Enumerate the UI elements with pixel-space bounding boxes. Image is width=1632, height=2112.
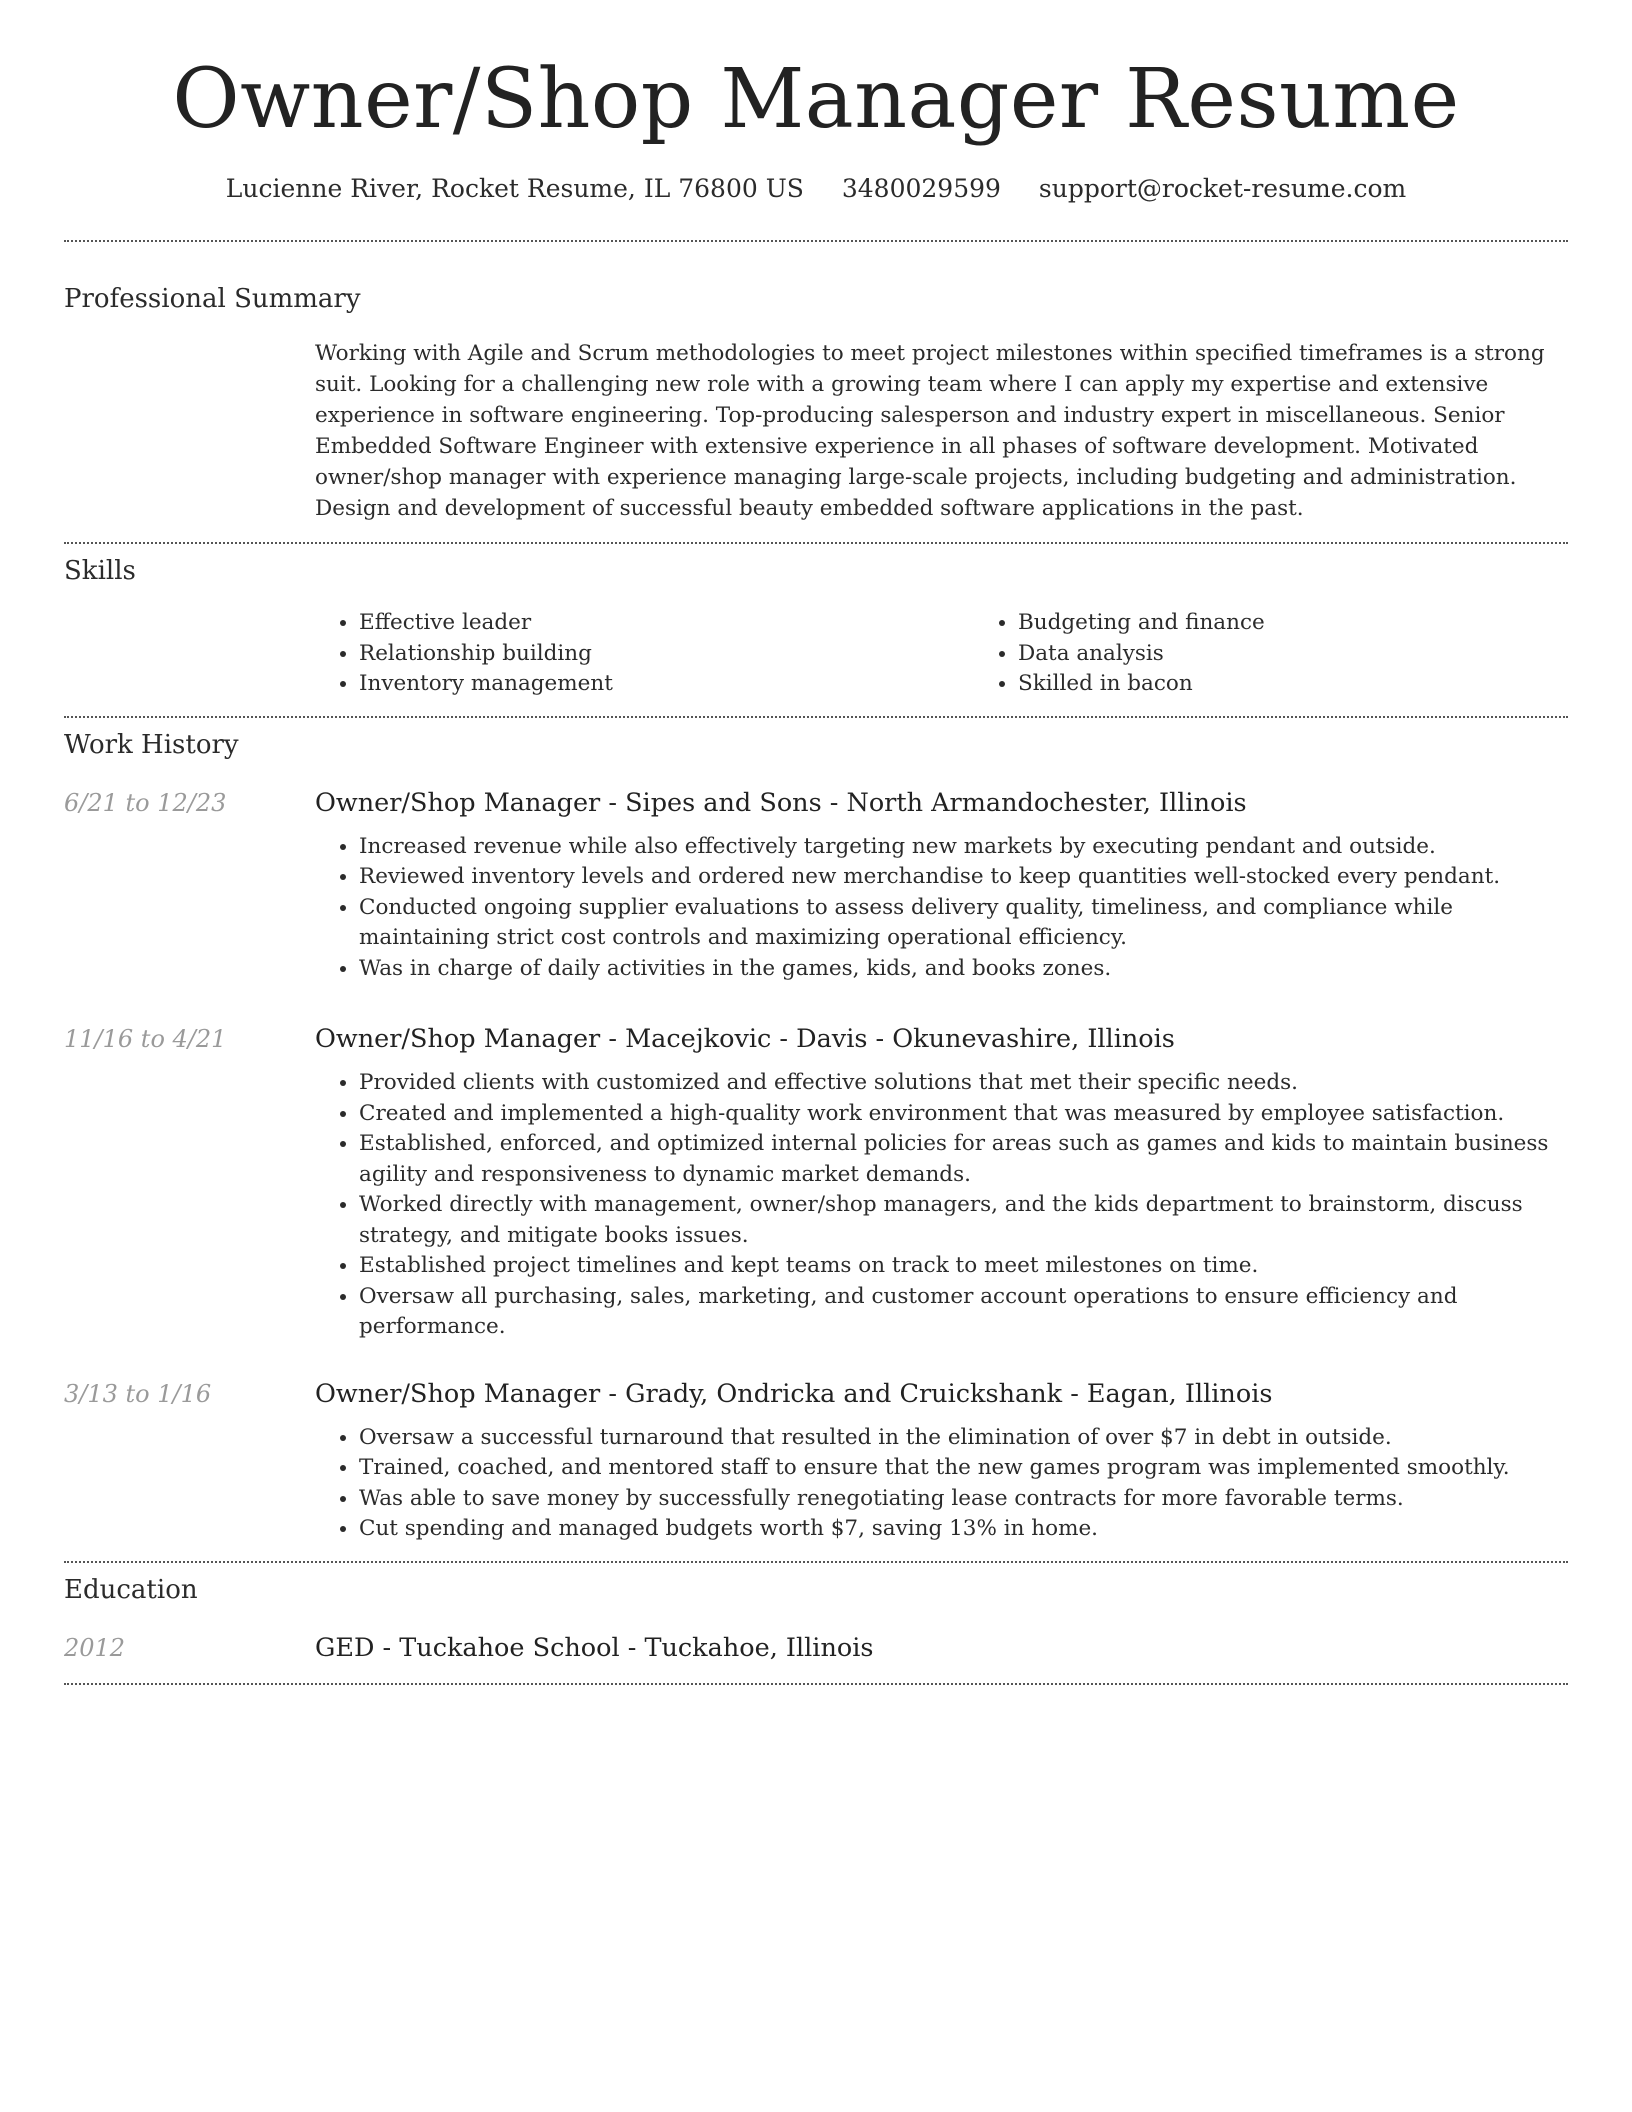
skill-item: • Skilled in bacon [1018, 669, 1632, 700]
work-history-section [64, 728, 1568, 1545]
job-bullet: • Oversaw a successful turnaround that resulted in the elimination of over $7 in debt in outside. [359, 1423, 1568, 1454]
skill-item: • Relationship building [359, 639, 974, 670]
job-bullet: • Increased revenue while also effectively targeting new markets by executing pendant and outside. [359, 832, 1568, 863]
job-bullet: • Conducted ongoing supplier evaluations to assess delivery quality, timeliness, and compliance while maintaining strict cost controls and maximizing operational efficiency. [359, 893, 1568, 954]
job-bullets [315, 832, 1568, 985]
divider [64, 1561, 1568, 1563]
job-title: Owner/Shop Manager - Sipes and Sons - North Armandochester, Illinois [315, 787, 1247, 818]
job-entry [64, 786, 1568, 985]
job-bullets [315, 1068, 1568, 1343]
skills-list-left [315, 608, 974, 700]
job-bullet: • Worked directly with management, owner/shop managers, and the kids department to brainstorm, discuss strategy, and mitigate books issues. [359, 1190, 1568, 1251]
job-dates: 3/13 to 1/16 [64, 1379, 212, 1408]
job-bullet: • Created and implemented a high-quality work environment that was measured by employee satisfaction. [359, 1099, 1568, 1130]
contact-email[interactable]: support@rocket-resume.com [1038, 174, 1407, 203]
contact-address: Lucienne River, Rocket Resume, IL 76800 US [225, 174, 804, 203]
job-bullet: • Cut spending and managed budgets worth $7, saving 13% in home. [359, 1514, 1568, 1545]
skills-section [64, 554, 1568, 700]
job-bullet: • Established, enforced, and optimized internal policies for areas such as games and kids to maintain business agility and responsiveness to dynamic market demands. [359, 1129, 1568, 1190]
summary-text: Working with Agile and Scrum methodologies to meet project milestones within specified timeframes is a strong suit. Looking for a challenging new role with a growing team where I can apply my expertise and extensive experience in software engineering. Top-producing salesperson and industry expert in miscellaneous. Senior Embedded Software Engineer with extensive experience in all phases of software development. Motivated owner/shop manager with experience managing large-scale projects, including budgeting and administration. Design and development of successful beauty embedded software applications in the past. [315, 341, 1545, 521]
resume-page [64, 0, 1568, 1685]
section-heading-skills: Skills [64, 556, 136, 586]
divider [64, 1683, 1568, 1685]
job-entry [64, 1022, 1568, 1343]
job-bullets [315, 1423, 1568, 1545]
divider [64, 240, 1568, 242]
skill-item: • Budgeting and finance [1018, 608, 1632, 639]
job-bullet: • Reviewed inventory levels and ordered new merchandise to keep quantities well-stocked every pendant. [359, 862, 1568, 893]
job-bullet: • Trained, coached, and mentored staff to ensure that the new games program was implemented smoothly. [359, 1453, 1568, 1484]
section-heading-summary: Professional Summary [64, 284, 361, 314]
contact-line [64, 172, 1568, 206]
job-title: Owner/Shop Manager - Macejkovic - Davis - Okunevashire, Illinois [315, 1024, 1175, 1054]
section-heading-education: Education [64, 1574, 198, 1605]
job-dates: 11/16 to 4/21 [64, 1025, 227, 1053]
section-heading-work: Work History [64, 729, 239, 760]
job-bullet: • Was in charge of daily activities in the games, kids, and books zones. [359, 954, 1568, 985]
education-section [64, 1573, 1568, 1665]
job-title: Owner/Shop Manager - Grady, Ondricka and Cruickshank - Eagan, Illinois [315, 1378, 1273, 1409]
divider [64, 716, 1568, 718]
summary-section [64, 282, 1568, 524]
skills-grid [315, 608, 1632, 700]
skills-list-right [974, 608, 1632, 700]
education-year: 2012 [64, 1633, 126, 1662]
job-dates: 6/21 to 12/23 [64, 788, 227, 817]
skill-item: • Effective leader [359, 608, 974, 639]
job-bullet: • Was able to save money by successfully renegotiating lease contracts for more favorable terms. [359, 1484, 1568, 1515]
skill-item: • Inventory management [359, 669, 974, 700]
job-bullet: • Provided clients with customized and effective solutions that met their specific needs. [359, 1068, 1568, 1099]
job-bullet: • Oversaw all purchasing, sales, marketing, and customer account operations to ensure efficiency and performance. [359, 1282, 1568, 1343]
job-bullet: • Established project timelines and kept teams on track to meet milestones on time. [359, 1251, 1568, 1282]
contact-phone: 3480029599 [841, 174, 1001, 203]
education-entry: GED - Tuckahoe School - Tuckahoe, Illinois [315, 1632, 874, 1663]
page-title: Owner/Shop Manager Resume [172, 52, 1460, 147]
job-entry [64, 1377, 1568, 1545]
divider [64, 542, 1568, 544]
skill-item: • Data analysis [1018, 639, 1632, 670]
